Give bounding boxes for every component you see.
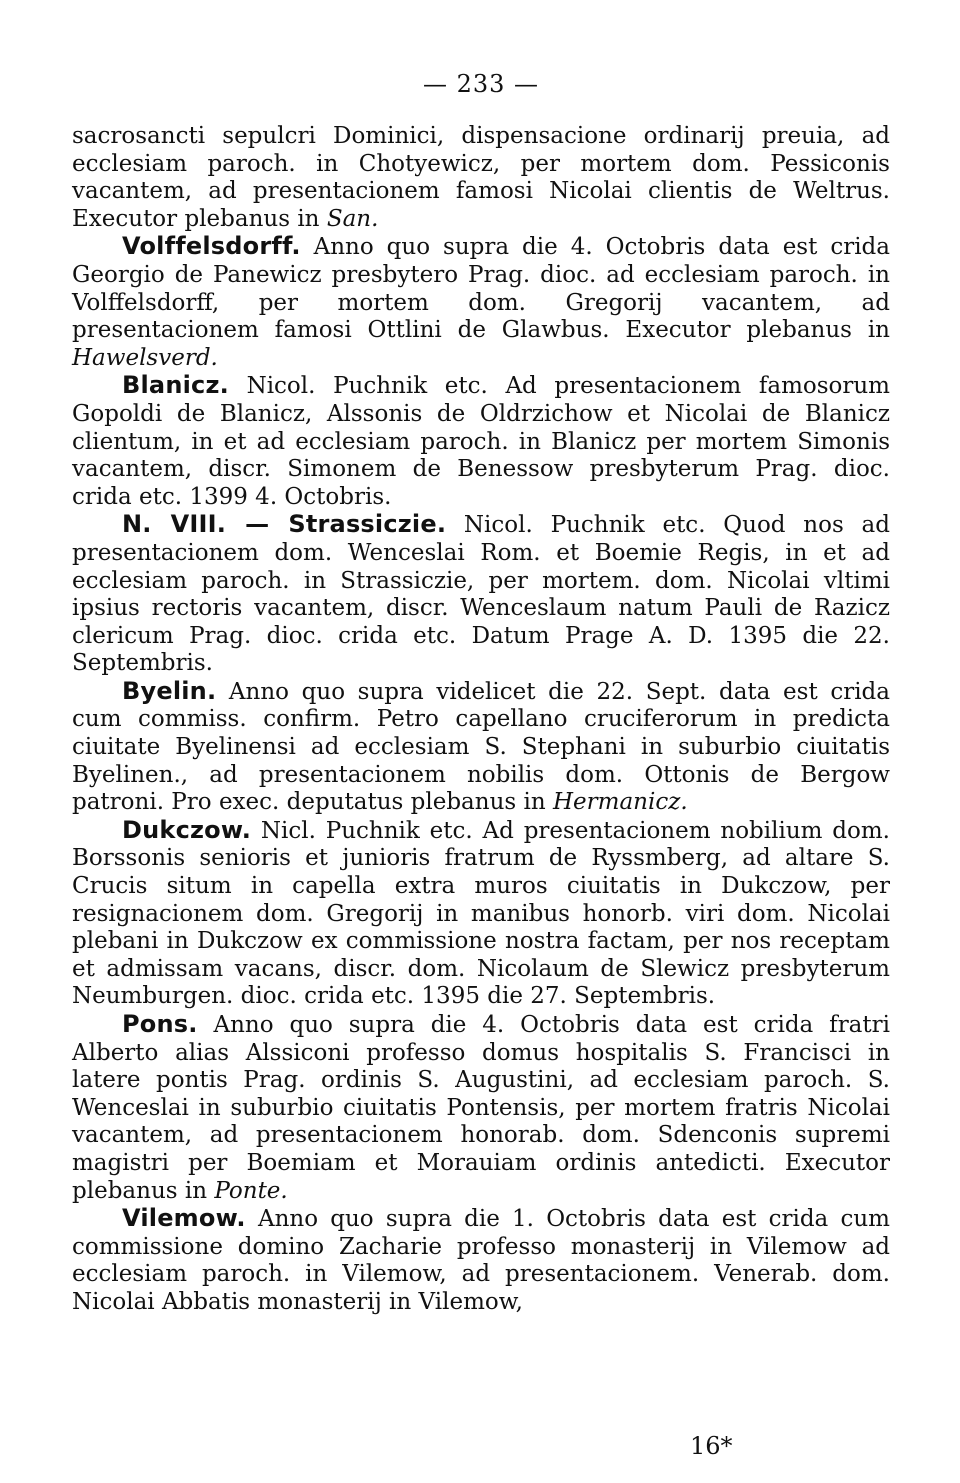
- entry-text: Nicol. Puchnik etc. Ad presentacionem famosorum Gopoldi de Blanicz, Alssonis de Oldrzichow et Nicolai de Blanicz clientum, in et ad ecclesiam paroch. in Blanicz per mortem Simonis vacantem, discr. Simonem de Benessow presbyterum Prag. dioc. crida etc. 1399 4. Octobris.: [72, 373, 890, 510]
- entry-heading: Dukczow.: [122, 815, 252, 844]
- entry-heading: Blanicz.: [122, 371, 229, 400]
- entry-blanicz: [72, 372, 890, 511]
- page-number: — 233 —: [422, 70, 540, 98]
- entry-text: Anno quo supra die 1. Octobris data est crida cum commissione domino Zacharie professo monasterij in Vilemow ad ecclesiam paroch. in Vilemow, ad presentacionem. Venerab. dom. Nicolai Abbatis monasterij in Vilemow,: [72, 1206, 890, 1315]
- entry-vilemow: [72, 1205, 890, 1316]
- entry-heading: Pons.: [122, 1010, 198, 1038]
- entry-text: Anno quo supra videlicet die 22. Sept. data est crida cum commiss. confirm. Petro capellano cruciferorum in predicta ciuitate Byelinensi ad ecclesiam S. Stephani in suburbio ciuitatis Byelinen., ad presentacionem nobilis dom. Ottonis de Bergow patroni. Pro exec. deputatus plebanus in: [72, 678, 890, 816]
- entry-continuation: [72, 123, 890, 233]
- entry-text: Nicl. Puchnik etc. Ad presentacionem nobilium dom. Borssonis senioris et junioris fratrum de Ryssmberg, ad altare S. Crucis situm in capella extra muros ciuitatis in Dukczow, per resignacionem dom. Gregorij in manibus honorb. viri dom. Nicolai plebani in Dukczow ex commissione nostra factam, per nos receptam et admissam vacans, discr. dom. Nicolaum de Slewicz presbyterum Neumburgen. dioc. crida etc. 1395 die 27. Septembris.: [72, 817, 890, 1010]
- entry-strassiczie: [72, 511, 890, 678]
- entry-heading: Volffelsdorff.: [122, 232, 301, 261]
- entry-heading: N. VIII. — Strassiczie.: [122, 510, 447, 539]
- entry-text: Anno quo supra die 4. Octobris data est crida fratri Alberto alias Alssiconi professo domus hospitalis S. Francisci in latere pontis Prag. ordinis S. Augustini, ad ecclesiam paroch. S. Wenceslai in suburbio ciuitatis Pontensis, per mortem fratris Nicolai vacantem, ad presentacionem honorab. dom. Sdenconis supremi magistri per Boemiam et Morauiam ordinis antedicti. Executor plebanus in: [72, 1012, 890, 1204]
- entry-text: sacrosancti sepulcri Dominici, dispensacione ordinarij preuia, ad ecclesiam paroch. in Chotyewicz, per mortem dom. Pessiconis vacantem, ad presentacionem famosi Nicolai clientis de Weltrus. Executor plebanus in: [72, 123, 890, 232]
- executor-place: Ponte.: [214, 1177, 288, 1204]
- page-body: [72, 123, 890, 1317]
- executor-place: Hermanicz.: [552, 789, 688, 816]
- entry-heading: Vilemow.: [122, 1204, 246, 1233]
- entry-byelin: [72, 678, 890, 817]
- entry-dukczow: [72, 817, 890, 1011]
- entry-pons: [72, 1011, 890, 1205]
- executor-place: Hawelsverd.: [72, 344, 218, 371]
- entry-heading: Byelin.: [122, 676, 217, 705]
- executor-place: San.: [326, 205, 379, 232]
- entry-text: Anno quo supra die 4. Octobris data est crida Georgio de Panewicz presbytero Prag. dioc. ad ecclesiam paroch. in Volffelsdorff, per mortem dom. Gregorij vacantem, ad presentacionem famosi Ottlini de Glawbus. Executor plebanus in: [72, 234, 890, 344]
- entry-volffelsdorff: [72, 233, 890, 372]
- entry-text: Nicol. Puchnik etc. Quod nos ad presentacionem dom. Wenceslai Rom. et Boemie Regis, in et ad ecclesiam paroch. in Strassiczie, per mortem. dom. Nicolai vltimi ipsius rectoris vacantem, discr. Wenceslaum natum Pauli de Razicz clericum Prag. dioc. crida etc. Datum Prage A. D. 1395 die 22. Septembris.: [72, 512, 890, 677]
- signature-mark: 16*: [690, 1432, 733, 1460]
